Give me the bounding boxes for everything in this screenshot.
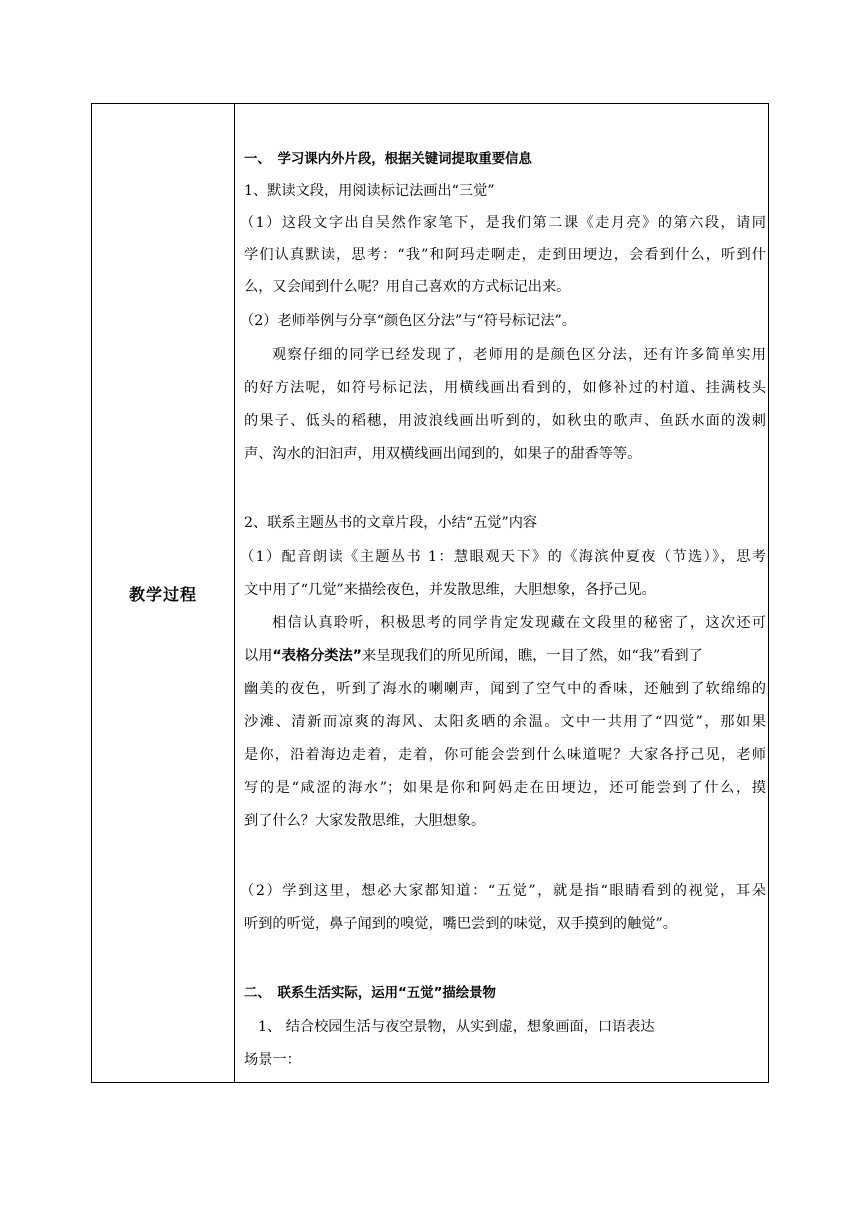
p5-line-5: 是你，沿着海边走着，走着，你可能会尝到什么味道呢？大家各抒己见，老师 <box>244 747 766 763</box>
p2-line: （2）老师举例与分享“颜色区分法”与“符号标记法”。 <box>240 313 576 329</box>
column-divider <box>234 104 235 1082</box>
item2-title: 2、联系主题丛书的文章片段，小结“五觉”内容 <box>244 515 538 531</box>
p5-line-1: 相信认真聆听，积极思考的同学肯定发现藏在文段里的秘密了，这次还可 <box>272 615 766 631</box>
p1-line-1: （1）这段文字出自吴然作家笔下，是我们第二课《走月亮》的第六段，请同 <box>240 215 766 231</box>
p3-line-4: 声、沟水的汩汩声，用双横线画出闻到的，如果子的甜香等等。 <box>244 446 642 462</box>
p5-text-b: 来呈现我们的所见所闻，瞧，一目了然，如“我”看到了 <box>361 648 703 664</box>
section1-heading: 一、 学习课内外片段，根据关键词提取重要信息 <box>244 152 532 167</box>
p5-text-a: 以用 <box>244 648 273 664</box>
section2-heading: 二、 联系生活实际，运用“五觉”描绘景物 <box>244 986 496 1001</box>
p3-line-3: 的果子、低头的稻穗，用波浪线画出听到的，如秋虫的歌声、鱼跃水面的泼刺 <box>244 413 766 429</box>
p5-line-2 <box>244 645 703 665</box>
p5-line-3: 幽美的夜色，听到了海水的喇喇声，闻到了空气中的香味，还触到了软绵绵的 <box>244 681 766 697</box>
p3-line-2: 的好方法呢，如符号标记法，用横线画出看到的，如修补过的村道、挂满枝头 <box>244 380 766 396</box>
p5-line-4: 沙滩、清新而凉爽的海风、太阳炙晒的余温。文中一共用了“四觉”，那如果 <box>244 714 766 730</box>
lesson-table <box>91 103 769 1083</box>
p6-line-2: 听到的听觉，鼻子闻到的嗅觉，嘴巴尝到的味觉，双手摸到的触觉”。 <box>244 916 677 932</box>
section2-item1: 1、 结合校园生活与夜空景物，从实到虚，想象画面，口语表达 <box>258 1019 655 1035</box>
p1-line-2: 学们认真默读，思考：“我”和阿玛走啊走，走到田埂边，会看到什么，听到什 <box>244 247 766 263</box>
p5-line-6: 写的是“咸涩的海水”；如果是你和阿妈走在田埂边，还可能尝到了什么，摸 <box>244 780 766 796</box>
p4-line-2: 文中用了“几觉”来描绘夜色，并发散思维，大胆想象，各抒己见。 <box>244 582 656 598</box>
item1-title: 1、默读文段，用阅读标记法画出“三觉” <box>244 183 495 199</box>
p1-line-3: 么，又会闻到什么呢？用自己喜欢的方式标记出来。 <box>244 279 571 295</box>
p5-line-7: 到了什么？大家发散思维，大胆想象。 <box>244 813 486 829</box>
p3-line-1: 观察仔细的同学已经发现了，老师用的是颜色区分法，还有许多简单实用 <box>272 347 766 363</box>
table-method-emphasis: “表格分类法” <box>272 648 362 664</box>
p6-line-1: （2）学到这里，想必大家都知道：“五觉”，就是指“眼睛看到的视觉，耳朵 <box>240 883 766 899</box>
row-label: 教学过程 <box>128 585 197 604</box>
scene-label: 场景一： <box>244 1052 301 1068</box>
p4-line-1: （1）配音朗读《主题丛书 1：慧眼观天下》的《海滨仲夏夜（节选）》，思考 <box>240 549 766 565</box>
